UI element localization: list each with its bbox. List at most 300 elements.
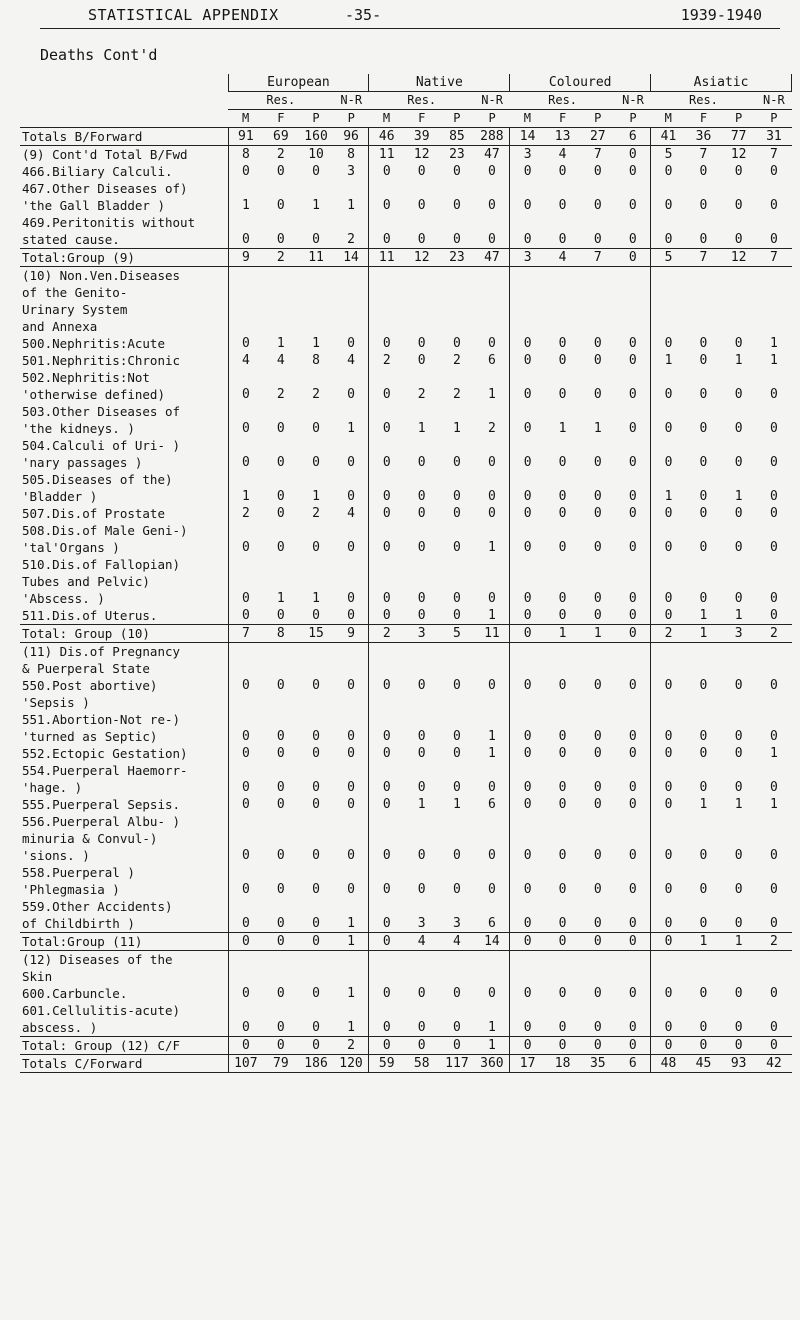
table-cell: 0 — [228, 728, 263, 745]
table-cell: 58 — [404, 1055, 439, 1073]
table-cell — [721, 830, 756, 847]
table-cell: 2 — [369, 352, 404, 369]
table-cell — [721, 694, 756, 711]
table-cell: 0 — [228, 1037, 263, 1055]
table-cell — [439, 864, 474, 881]
table-cell: 0 — [769, 729, 778, 744]
table-cell: 41 — [651, 128, 686, 146]
table-cell — [651, 369, 686, 386]
table-cell: 0 — [593, 164, 602, 179]
table-cell — [545, 522, 580, 539]
table-cell — [580, 762, 615, 779]
table-cell: 0 — [769, 1020, 778, 1035]
table-cell: 0 — [628, 147, 637, 162]
table-cell — [404, 318, 439, 335]
table-cell — [580, 301, 615, 318]
table-cell: 2 — [312, 387, 320, 402]
table-cell — [263, 898, 298, 915]
table-row — [20, 745, 792, 762]
table-cell: 1 — [686, 933, 721, 951]
table-cell — [263, 471, 298, 488]
table-cell: 0 — [628, 780, 637, 795]
table-cell: 0 — [734, 540, 743, 555]
table-cell — [404, 180, 439, 197]
row-label: Total:Group (9) — [20, 249, 228, 267]
table-cell: 0 — [276, 882, 285, 897]
row-label: 'Bladder ) — [22, 489, 98, 504]
table-cell — [369, 573, 404, 590]
table-cell: 0 — [417, 882, 426, 897]
table-cell — [369, 660, 404, 677]
table-cell: 0 — [228, 847, 263, 864]
table-cell: 0 — [651, 677, 686, 694]
table-cell — [334, 369, 369, 386]
deaths-table — [20, 74, 792, 1073]
table-cell: 0 — [276, 608, 285, 623]
row-label: 'hage. ) — [22, 780, 83, 795]
table-cell — [228, 830, 263, 847]
table-cell: 79 — [263, 1055, 298, 1073]
row-label: 467.Other Diseases of) — [22, 181, 188, 196]
table-cell — [263, 369, 298, 386]
table-cell — [580, 180, 615, 197]
table-cell: 0 — [558, 506, 567, 521]
table-cell: 0 — [628, 1020, 637, 1035]
table-cell: 0 — [228, 539, 263, 556]
table-cell: 1 — [699, 608, 708, 623]
table-cell: 23 — [439, 249, 474, 267]
row-label: 'the Gall Bladder ) — [22, 198, 165, 213]
table-row — [20, 898, 792, 915]
table-cell: 0 — [545, 933, 580, 951]
table-cell — [439, 437, 474, 454]
table-cell: 45 — [686, 1055, 721, 1073]
table-row — [20, 677, 792, 694]
sex-header: F — [686, 110, 721, 128]
table-cell: 0 — [651, 915, 686, 933]
table-cell — [475, 813, 510, 830]
table-cell — [404, 471, 439, 488]
table-cell: 0 — [651, 231, 686, 249]
table-cell: 2 — [453, 353, 461, 368]
table-cell — [756, 267, 791, 285]
table-cell — [651, 898, 686, 915]
table-cell — [228, 573, 263, 590]
table-cell — [334, 813, 369, 830]
table-cell: 0 — [593, 387, 602, 402]
table-cell: 1 — [487, 608, 496, 623]
table-cell — [651, 403, 686, 420]
table-cell — [439, 301, 474, 318]
table-cell — [545, 762, 580, 779]
table-cell — [721, 762, 756, 779]
table-cell — [756, 762, 791, 779]
table-cell — [298, 403, 333, 420]
table-cell: 360 — [475, 1055, 510, 1073]
table-cell — [334, 522, 369, 539]
table-cell: 0 — [558, 780, 567, 795]
row-label: & Puerperal State — [22, 661, 150, 676]
table-cell: 1 — [769, 353, 778, 368]
table-cell — [369, 267, 404, 285]
table-cell: 2 — [651, 625, 686, 643]
table-cell: 0 — [769, 489, 778, 504]
table-cell: 1 — [347, 198, 355, 213]
table-cell — [545, 301, 580, 318]
table-cell — [228, 762, 263, 779]
table-cell — [651, 214, 686, 231]
row-label: 505.Diseases of the) — [22, 472, 173, 487]
table-cell — [580, 573, 615, 590]
table-cell: 0 — [487, 455, 496, 470]
table-cell — [404, 864, 439, 881]
table-cell: 4 — [347, 353, 355, 368]
table-cell: 0 — [417, 591, 426, 606]
table-cell — [686, 643, 721, 661]
table-cell: 36 — [686, 128, 721, 146]
table-cell — [263, 214, 298, 231]
table-cell — [263, 180, 298, 197]
sex-header: F — [263, 110, 298, 128]
table-cell — [475, 403, 510, 420]
table-cell — [439, 830, 474, 847]
table-cell: 0 — [276, 797, 285, 812]
table-cell: 1 — [347, 1020, 355, 1035]
table-cell — [404, 813, 439, 830]
table-cell: 0 — [769, 164, 778, 179]
table-cell: 1 — [593, 421, 602, 436]
table-cell: 1 — [312, 198, 320, 213]
table-cell: 120 — [334, 1055, 369, 1073]
table-cell: 0 — [628, 608, 637, 623]
table-cell: 0 — [628, 797, 637, 812]
table-cell: 0 — [453, 678, 461, 693]
residence-header: Res. — [228, 92, 334, 110]
table-cell: 0 — [651, 1037, 686, 1055]
group-header-coloured: Coloured — [510, 74, 651, 92]
table-cell: 0 — [593, 1020, 602, 1035]
table-cell: 0 — [699, 678, 708, 693]
table-cell: 2 — [487, 421, 496, 436]
row-label: 551.Abortion-Not re-) — [22, 712, 181, 727]
table-cell: 2 — [453, 387, 461, 402]
table-cell: 96 — [334, 128, 369, 146]
table-cell: 0 — [699, 882, 708, 897]
table-cell: 0 — [558, 489, 567, 504]
table-cell — [721, 968, 756, 985]
table-cell: 0 — [276, 746, 285, 761]
table-row — [20, 694, 792, 711]
table-cell — [545, 1002, 580, 1019]
table-cell: 1 — [651, 488, 686, 505]
table-cell: 0 — [453, 729, 461, 744]
table-cell — [545, 573, 580, 590]
row-label: 552.Ectopic Gestation) — [22, 746, 188, 761]
sex-header: P — [475, 110, 510, 128]
table-cell: 0 — [651, 607, 686, 625]
row-label: 'Sepsis ) — [22, 695, 90, 710]
table-cell — [686, 471, 721, 488]
table-row — [20, 1037, 792, 1055]
table-cell — [334, 1002, 369, 1019]
table-cell: 1 — [769, 797, 778, 812]
table-cell: 0 — [228, 881, 263, 898]
table-cell — [580, 711, 615, 728]
table-cell — [580, 471, 615, 488]
table-cell: 0 — [417, 336, 426, 351]
row-label: 600.Carbuncle. — [22, 986, 128, 1001]
table-cell: 0 — [734, 336, 743, 351]
table-row — [20, 128, 792, 146]
table-cell — [369, 864, 404, 881]
table-cell: 0 — [593, 986, 602, 1001]
table-cell — [439, 471, 474, 488]
table-cell: 0 — [769, 882, 778, 897]
table-cell — [228, 284, 263, 301]
table-cell: 1 — [558, 421, 567, 436]
table-cell: 0 — [347, 780, 355, 795]
table-row — [20, 556, 792, 573]
table-cell: 0 — [769, 986, 778, 1001]
table-row — [20, 728, 792, 745]
table-cell — [615, 968, 650, 985]
table-cell: 0 — [593, 729, 602, 744]
table-cell — [580, 864, 615, 881]
sex-header: M — [651, 110, 686, 128]
table-cell: 0 — [756, 1037, 791, 1055]
table-cell: 0 — [228, 420, 263, 437]
table-cell — [263, 694, 298, 711]
table-cell — [580, 830, 615, 847]
table-cell — [651, 711, 686, 728]
table-cell: 1 — [276, 591, 285, 606]
table-cell: 0 — [347, 336, 355, 351]
table-cell — [263, 643, 298, 661]
sex-header: F — [404, 110, 439, 128]
table-cell — [545, 284, 580, 301]
table-cell: 0 — [487, 591, 496, 606]
table-cell — [475, 660, 510, 677]
table-row — [20, 180, 792, 197]
table-cell: 0 — [699, 916, 708, 931]
table-cell — [580, 214, 615, 231]
table-cell: 0 — [417, 353, 426, 368]
table-cell: 0 — [369, 847, 404, 864]
table-cell: 7 — [228, 625, 263, 643]
table-cell — [510, 694, 545, 711]
table-cell: 0 — [734, 1020, 743, 1035]
table-cell — [404, 522, 439, 539]
table-cell: 7 — [686, 249, 721, 267]
table-cell: 0 — [228, 590, 263, 607]
table-cell: 0 — [769, 232, 778, 247]
table-cell — [615, 711, 650, 728]
table-cell: 107 — [228, 1055, 263, 1073]
table-cell: 0 — [699, 848, 708, 863]
residence-header: Res. — [651, 92, 757, 110]
table-cell — [298, 369, 333, 386]
table-cell: 0 — [734, 387, 743, 402]
table-cell — [369, 437, 404, 454]
row-label: (10) Non.Ven.Diseases — [22, 268, 181, 283]
table-cell — [439, 762, 474, 779]
table-cell — [721, 643, 756, 661]
table-cell: 1 — [453, 797, 461, 812]
row-label: abscess. ) — [22, 1020, 98, 1035]
table-cell: 0 — [228, 607, 263, 625]
table-cell: 0 — [628, 848, 637, 863]
table-cell: 0 — [347, 848, 355, 863]
page-subtitle: Deaths Cont'd — [40, 46, 158, 64]
table-cell: 160 — [298, 128, 333, 146]
row-label: 554.Puerperal Haemorr- — [22, 763, 188, 778]
table-cell: 0 — [347, 540, 355, 555]
table-cell — [439, 968, 474, 985]
table-row — [20, 539, 792, 556]
table-cell — [686, 522, 721, 539]
table-cell: 0 — [510, 796, 545, 813]
table-cell: 0 — [558, 232, 567, 247]
table-cell: 0 — [651, 985, 686, 1002]
table-cell — [439, 898, 474, 915]
table-cell — [651, 694, 686, 711]
table-cell — [369, 318, 404, 335]
table-cell: 0 — [769, 387, 778, 402]
table-cell: 0 — [593, 506, 602, 521]
table-row — [20, 915, 792, 933]
table-cell: 0 — [369, 915, 404, 933]
table-cell — [404, 437, 439, 454]
table-cell — [228, 951, 263, 969]
table-cell: 0 — [558, 678, 567, 693]
table-cell — [545, 214, 580, 231]
table-cell — [721, 471, 756, 488]
table-cell: 0 — [369, 539, 404, 556]
table-cell — [475, 1002, 510, 1019]
table-cell: 0 — [510, 881, 545, 898]
table-cell: 0 — [628, 455, 637, 470]
table-cell — [369, 1002, 404, 1019]
table-cell: 0 — [510, 745, 545, 762]
table-cell — [756, 951, 791, 969]
table-cell: 0 — [628, 164, 637, 179]
table-cell — [615, 180, 650, 197]
table-cell: 0 — [347, 387, 355, 402]
table-cell — [756, 301, 791, 318]
table-cell: 0 — [369, 505, 404, 522]
table-cell — [651, 762, 686, 779]
table-cell — [263, 403, 298, 420]
table-cell — [580, 660, 615, 677]
table-cell: 0 — [276, 506, 285, 521]
table-cell: 85 — [439, 128, 474, 146]
table-cell — [228, 898, 263, 915]
table-cell: 0 — [417, 506, 426, 521]
table-cell: 2 — [263, 249, 298, 267]
table-cell — [686, 180, 721, 197]
table-cell: 1 — [699, 797, 708, 812]
table-cell: 5 — [651, 249, 686, 267]
table-row — [20, 660, 792, 677]
table-cell: 0 — [558, 916, 567, 931]
table-cell: 0 — [628, 387, 637, 402]
table-cell: 0 — [276, 780, 285, 795]
table-cell — [404, 556, 439, 573]
table-cell: 0 — [228, 386, 263, 403]
table-cell: 0 — [453, 336, 461, 351]
table-cell — [756, 318, 791, 335]
table-cell — [756, 813, 791, 830]
table-cell — [686, 951, 721, 969]
table-cell — [545, 694, 580, 711]
table-cell — [545, 711, 580, 728]
table-cell: 0 — [369, 590, 404, 607]
row-label: 559.Other Accidents) — [22, 899, 173, 914]
table-cell — [510, 301, 545, 318]
table-cell: 0 — [558, 164, 567, 179]
table-cell — [228, 437, 263, 454]
table-cell: 0 — [651, 163, 686, 180]
table-cell: 2 — [334, 1037, 369, 1055]
table-cell: 0 — [651, 420, 686, 437]
table-cell: 0 — [558, 455, 567, 470]
table-cell — [439, 214, 474, 231]
table-row — [20, 607, 792, 625]
row-label: 555.Puerperal Sepsis. — [22, 797, 181, 812]
table-cell: 0 — [558, 746, 567, 761]
table-cell — [686, 1002, 721, 1019]
table-cell — [651, 180, 686, 197]
table-cell — [580, 403, 615, 420]
table-cell — [439, 556, 474, 573]
table-cell: 0 — [312, 780, 320, 795]
row-label: 503.Other Diseases of — [22, 404, 181, 419]
table-cell — [686, 437, 721, 454]
table-cell — [510, 214, 545, 231]
table-cell — [615, 830, 650, 847]
table-cell: 0 — [453, 986, 461, 1001]
table-row — [20, 1019, 792, 1037]
table-cell — [369, 711, 404, 728]
table-cell: 11 — [475, 625, 510, 643]
table-cell: 0 — [369, 728, 404, 745]
table-cell: 0 — [276, 164, 285, 179]
table-cell: 0 — [510, 539, 545, 556]
table-cell — [298, 694, 333, 711]
table-cell: 1 — [334, 933, 369, 951]
table-cell: 0 — [628, 678, 637, 693]
table-cell: 0 — [417, 198, 426, 213]
table-cell — [721, 267, 756, 285]
table-cell — [721, 660, 756, 677]
table-cell: 2 — [756, 933, 791, 951]
table-row — [20, 267, 792, 285]
table-cell: 0 — [487, 232, 496, 247]
table-cell: 0 — [628, 729, 637, 744]
table-cell: 14 — [510, 128, 545, 146]
table-cell — [475, 643, 510, 661]
table-cell — [651, 556, 686, 573]
table-cell — [615, 556, 650, 573]
table-cell — [615, 643, 650, 661]
table-row — [20, 933, 792, 951]
table-row — [20, 625, 792, 643]
table-cell — [404, 284, 439, 301]
table-cell — [228, 711, 263, 728]
table-cell — [369, 284, 404, 301]
table-cell — [404, 830, 439, 847]
table-cell: 15 — [298, 625, 333, 643]
